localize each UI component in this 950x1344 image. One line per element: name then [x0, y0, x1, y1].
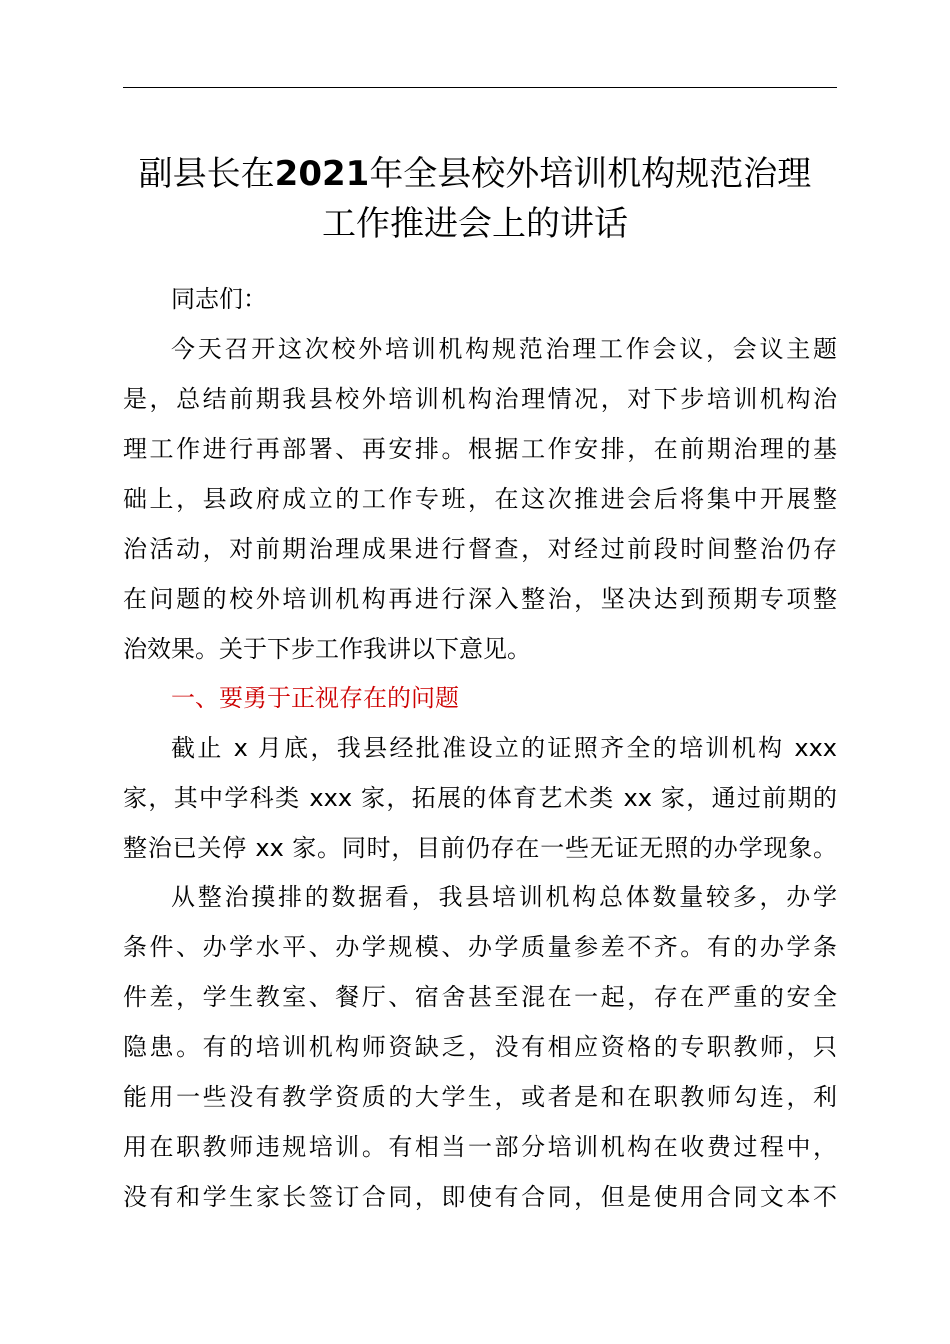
paragraph-3-line: 没有和学生家长签订合同，即使有合同，但是使用合同文本不 [123, 1183, 837, 1211]
paragraph-1-line: 础上，县政府成立的工作专班，在这次推进会后将集中开展整 [123, 485, 837, 513]
paragraph-3-line: 件差，学生教室、餐厅、宿舍甚至混在一起，存在严重的安全 [123, 983, 837, 1011]
paragraph-3-line: 隐患。有的培训机构师资缺乏，没有相应资格的专职教师，只 [123, 1033, 837, 1061]
salutation: 同志们： [171, 285, 267, 313]
paragraph-3-line: 能用一些没有教学资质的大学生，或者是和在职教师勾连，利 [123, 1083, 837, 1111]
section-heading-1: 一、要勇于正视存在的问题 [171, 684, 459, 712]
title-year: 2021 [274, 154, 370, 194]
paragraph-2-line: 截止 x 月底，我县经批准设立的证照齐全的培训机构 xxx [171, 734, 837, 762]
title-suffix: 年全县校外培训机构规范治理 [369, 154, 812, 194]
paragraph-1-line: 今天召开这次校外培训机构规范治理工作会议，会议主题 [171, 335, 837, 363]
paragraph-1-line: 在问题的校外培训机构再进行深入整治，坚决达到预期专项整 [123, 585, 837, 613]
paragraph-2-line: 家，其中学科类 xxx 家，拓展的体育艺术类 xx 家，通过前期的 [123, 784, 837, 812]
page-title-line-1 [100, 150, 850, 198]
page-title-line-2: 工作推进会上的讲话 [322, 204, 628, 244]
header-rule [123, 87, 837, 88]
paragraph-3-line: 用在职教师违规培训。有相当一部分培训机构在收费过程中， [123, 1133, 837, 1161]
paragraph-3-line: 条件、办学水平、办学规模、办学质量参差不齐。有的办学条 [123, 933, 837, 961]
title-prefix: 副县长在 [138, 154, 275, 194]
paragraph-3-line: 从整治摸排的数据看，我县培训机构总体数量较多，办学 [171, 883, 837, 911]
paragraph-1-line: 理工作进行再部署、再安排。根据工作安排，在前期治理的基 [123, 435, 837, 463]
paragraph-1-line: 是，总结前期我县校外培训机构治理情况，对下步培训机构治 [123, 385, 837, 413]
paragraph-1-line: 治活动，对前期治理成果进行督查，对经过前段时间整治仍存 [123, 535, 837, 563]
paragraph-1-line: 治效果。关于下步工作我讲以下意见。 [123, 635, 531, 663]
paragraph-2-line: 整治已关停 xx 家。同时，目前仍存在一些无证无照的办学现象。 [123, 834, 837, 862]
